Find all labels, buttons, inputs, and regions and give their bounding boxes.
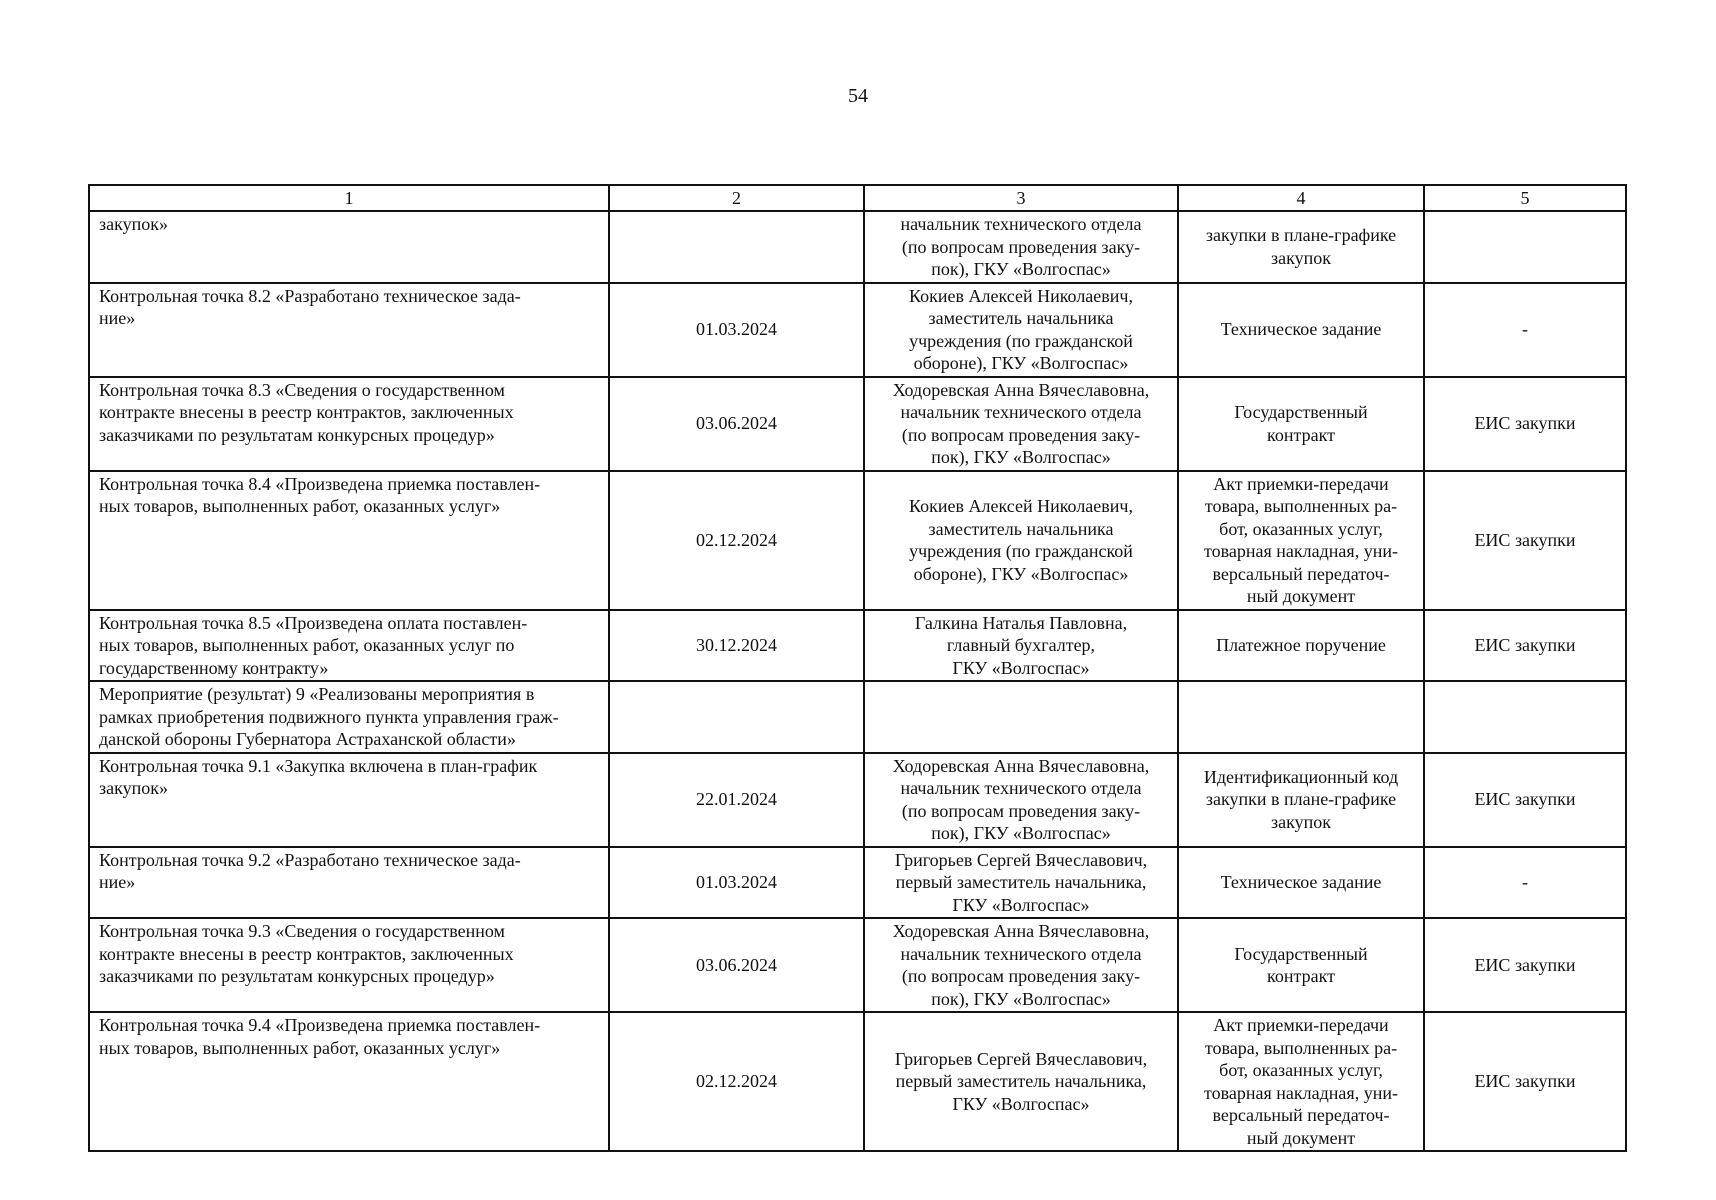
control-point-cell: закупок»	[89, 211, 609, 283]
system-cell: ЕИС закупки	[1424, 610, 1626, 682]
table-row	[89, 753, 1626, 847]
column-header-4: 4	[1178, 185, 1424, 211]
document-cell: Платежное поручение	[1178, 610, 1424, 682]
document-cell: Техническое задание	[1178, 847, 1424, 919]
column-header-2: 2	[609, 185, 864, 211]
system-cell	[1424, 681, 1626, 753]
responsible-cell	[864, 681, 1178, 753]
control-point-cell: Контрольная точка 8.3 «Сведения о государственном контракте внесены в реестр контрактов, заключенных заказчиками по результатам конкурсных процедур»	[89, 377, 609, 471]
table-header-row	[89, 185, 1626, 211]
system-cell: ЕИС закупки	[1424, 1012, 1626, 1151]
table-row	[89, 1012, 1626, 1151]
document-cell: Акт приемки-передачи товара, выполненных ра- бот, оказанных услуг, товарная накладная, уни- версальный передаточ- ный документ	[1178, 1012, 1424, 1151]
table-row	[89, 377, 1626, 471]
column-header-1: 1	[89, 185, 609, 211]
system-cell: ЕИС закупки	[1424, 377, 1626, 471]
table-row	[89, 681, 1626, 753]
document-cell: Государственный контракт	[1178, 377, 1424, 471]
responsible-cell: Кокиев Алексей Николаевич, заместитель начальника учреждения (по гражданской обороне), ГКУ «Волгоспас»	[864, 471, 1178, 610]
system-cell	[1424, 211, 1626, 283]
control-point-cell: Контрольная точка 8.5 «Произведена оплата поставлен- ных товаров, выполненных работ, оказанных услуг по государственному контракту»	[89, 610, 609, 682]
document-cell	[1178, 681, 1424, 753]
document-cell: Техническое задание	[1178, 283, 1424, 377]
control-point-cell: Контрольная точка 9.2 «Разработано техническое зада- ние»	[89, 847, 609, 919]
table-row	[89, 847, 1626, 919]
responsible-cell: Кокиев Алексей Николаевич, заместитель начальника учреждения (по гражданской обороне), ГКУ «Волгоспас»	[864, 283, 1178, 377]
control-points-table	[88, 184, 1627, 1152]
responsible-cell: Григорьев Сергей Вячеславович, первый заместитель начальника, ГКУ «Волгоспас»	[864, 847, 1178, 919]
date-cell: 02.12.2024	[609, 471, 864, 610]
activity-cell: Мероприятие (результат) 9 «Реализованы мероприятия в рамках приобретения подвижного пункта управления граж- данской обороны Губернатора Астраханской области»	[89, 681, 609, 753]
date-cell: 02.12.2024	[609, 1012, 864, 1151]
system-cell: ЕИС закупки	[1424, 471, 1626, 610]
control-point-cell: Контрольная точка 8.4 «Произведена приемка поставлен- ных товаров, выполненных работ, оказанных услуг»	[89, 471, 609, 610]
document-cell: закупки в плане-графике закупок	[1178, 211, 1424, 283]
responsible-cell: Галкина Наталья Павловна, главный бухгалтер, ГКУ «Волгоспас»	[864, 610, 1178, 682]
responsible-cell: Ходоревская Анна Вячеславовна, начальник технического отдела (по вопросам проведения заку- пок), ГКУ «Волгоспас»	[864, 377, 1178, 471]
document-cell: Акт приемки-передачи товара, выполненных ра- бот, оказанных услуг, товарная накладная, уни- версальный передаточ- ный документ	[1178, 471, 1424, 610]
page-number: 54	[848, 85, 868, 107]
date-cell: 30.12.2024	[609, 610, 864, 682]
table-row	[89, 610, 1626, 682]
date-cell: 01.03.2024	[609, 847, 864, 919]
responsible-cell: начальник технического отдела (по вопросам проведения заку- пок), ГКУ «Волгоспас»	[864, 211, 1178, 283]
responsible-cell: Ходоревская Анна Вячеславовна, начальник технического отдела (по вопросам проведения заку- пок), ГКУ «Волгоспас»	[864, 753, 1178, 847]
column-header-5: 5	[1424, 185, 1626, 211]
date-cell: 03.06.2024	[609, 918, 864, 1012]
control-point-cell: Контрольная точка 9.1 «Закупка включена в план-график закупок»	[89, 753, 609, 847]
table-row	[89, 283, 1626, 377]
system-cell: -	[1424, 847, 1626, 919]
system-cell: -	[1424, 283, 1626, 377]
document-cell: Государственный контракт	[1178, 918, 1424, 1012]
table-row	[89, 211, 1626, 283]
column-header-3: 3	[864, 185, 1178, 211]
table-row	[89, 471, 1626, 610]
control-point-cell: Контрольная точка 9.3 «Сведения о государственном контракте внесены в реестр контрактов, заключенных заказчиками по результатам конкурсных процедур»	[89, 918, 609, 1012]
control-point-cell: Контрольная точка 8.2 «Разработано техническое зада- ние»	[89, 283, 609, 377]
date-cell: 01.03.2024	[609, 283, 864, 377]
date-cell: 03.06.2024	[609, 377, 864, 471]
table-row	[89, 918, 1626, 1012]
responsible-cell: Григорьев Сергей Вячеславович, первый заместитель начальника, ГКУ «Волгоспас»	[864, 1012, 1178, 1151]
system-cell: ЕИС закупки	[1424, 918, 1626, 1012]
date-cell: 22.01.2024	[609, 753, 864, 847]
system-cell: ЕИС закупки	[1424, 753, 1626, 847]
date-cell	[609, 681, 864, 753]
control-point-cell: Контрольная точка 9.4 «Произведена приемка поставлен- ных товаров, выполненных работ, оказанных услуг»	[89, 1012, 609, 1151]
date-cell	[609, 211, 864, 283]
document-cell: Идентификационный код закупки в плане-графике закупок	[1178, 753, 1424, 847]
responsible-cell: Ходоревская Анна Вячеславовна, начальник технического отдела (по вопросам проведения заку- пок), ГКУ «Волгоспас»	[864, 918, 1178, 1012]
